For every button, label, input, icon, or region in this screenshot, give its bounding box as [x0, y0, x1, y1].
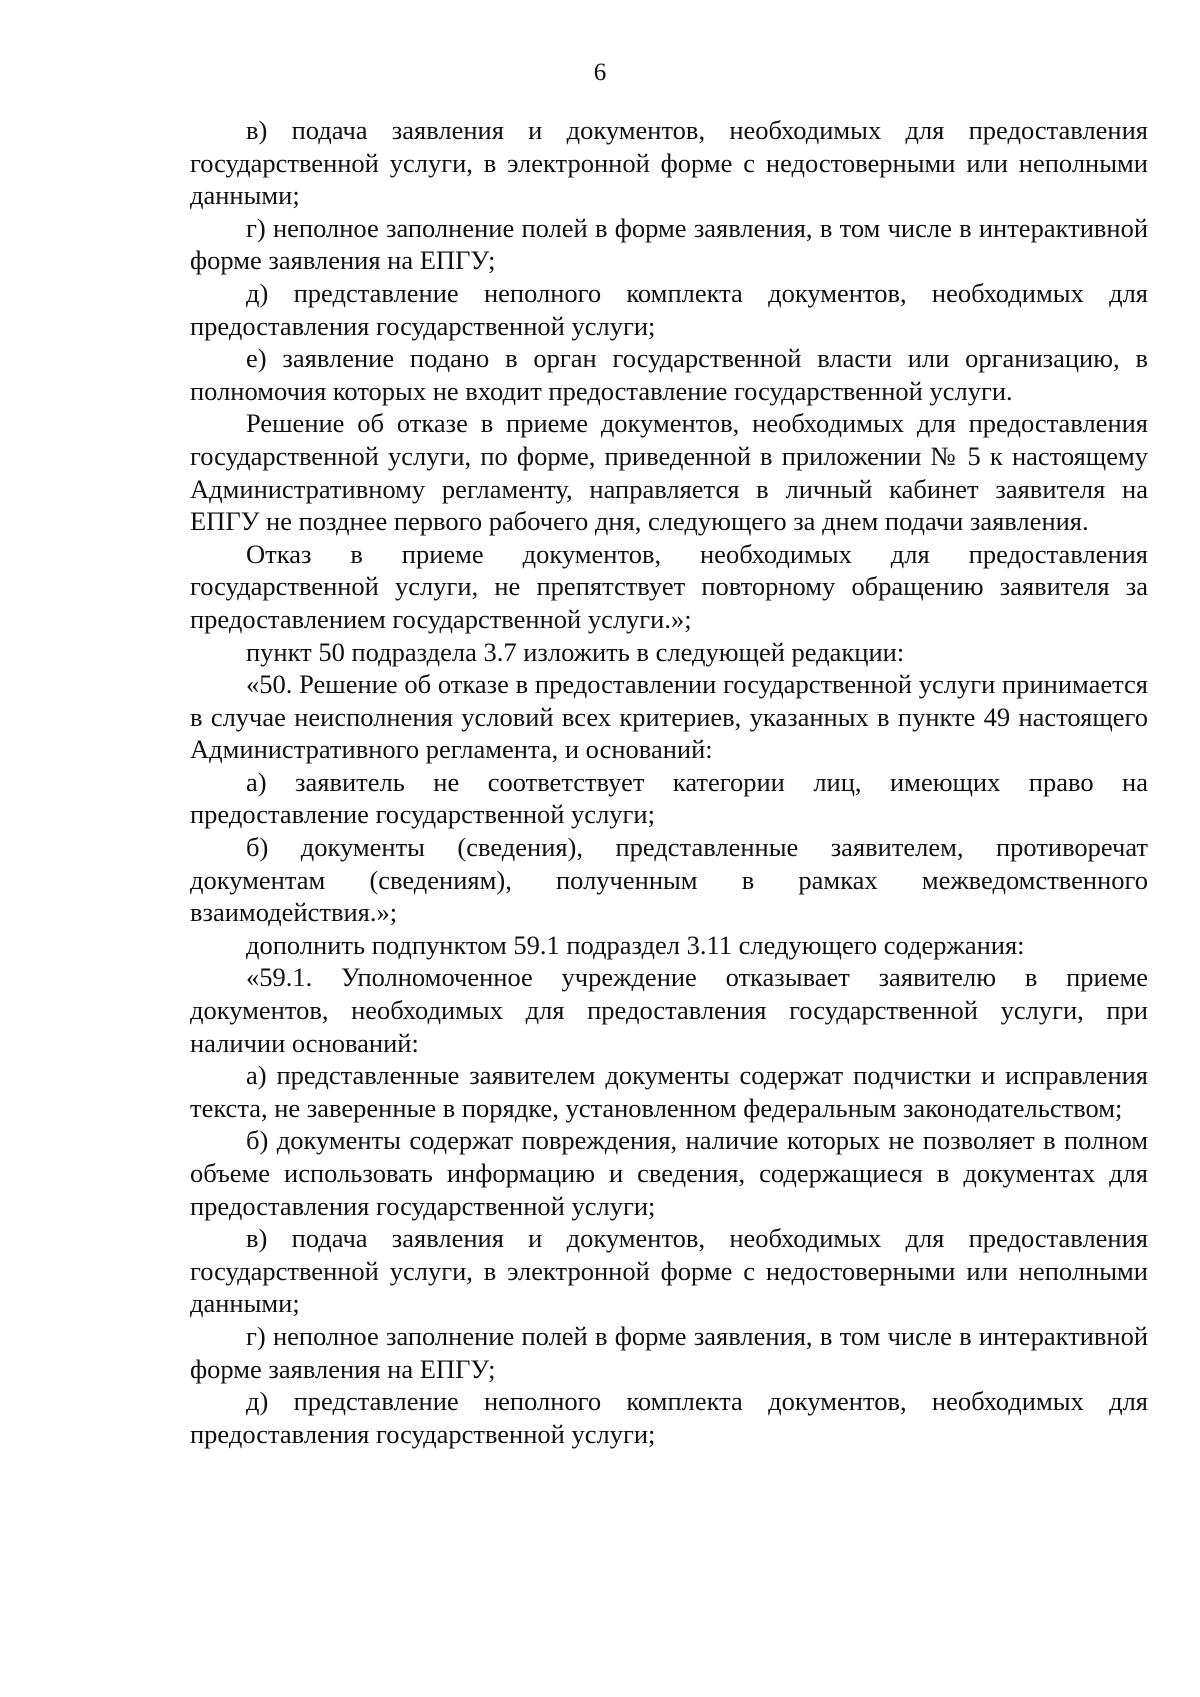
paragraph-59-1-a: а) представленные заявителем документы содержат подчистки и исправления текста, не заверенные в порядке, установленном федеральным законодательством; [190, 1060, 1148, 1123]
paragraph-59-1-v: в) подача заявления и документов, необходимых для предоставления государственной услуги, в электронной форме с недостоверными или неполными данными; [190, 1223, 1148, 1319]
paragraph-50-b: б) документы (сведения), представленные заявителем, противоречат документам (сведениям), полученным в рамках межведомственного взаимодействия.»; [190, 832, 1148, 928]
paragraph-e-wrong-authority: е) заявление подано в орган государственной власти или организацию, в полномочия которых не входит предоставление государственной услуги. [190, 343, 1148, 406]
page-number: 6 [593, 59, 607, 86]
paragraph-g-incomplete-fields: г) неполное заполнение полей в форме заявления, в том числе в интерактивной форме заявления на ЕПГУ; [190, 212, 1148, 276]
paragraph-d-incomplete-documents: д) представление неполного комплекта документов, необходимых для предоставления государственной услуги; [190, 277, 1148, 341]
paragraph-59-1-text: «59.1. Уполномоченное учреждение отказывает заявителю в приеме документов, необходимых для предоставления государственной услуги, при наличии оснований: [190, 962, 1148, 1058]
paragraph-refusal-decision: Решение об отказе в приеме документов, необходимых для предоставления государственной услуги, по форме, приведенной в приложении № 5 к настоящему Административному регламенту, направляется в личный кабинет заявителя на ЕПГУ не позднее первого рабочего дня, следующего за днем подачи заявления. [190, 408, 1148, 537]
paragraph-59-1-d: д) представление неполного комплекта документов, необходимых для предоставления государственной услуги; [190, 1386, 1148, 1449]
paragraph-v-submission: в) подача заявления и документов, необходимых для предоставления государственной услуги, в электронной форме с недостоверными или неполными данными; [190, 115, 1148, 211]
paragraph-50-a: а) заявитель не соответствует категории лиц, имеющих право на предоставление государственной услуги; [190, 766, 1148, 830]
paragraph-point-50-intro: пункт 50 подраздела 3.7 изложить в следующей редакции: [246, 636, 905, 667]
paragraph-59-1-intro: дополнить подпунктом 59.1 подраздел 3.11 следующего содержания: [246, 929, 1025, 960]
paragraph-59-1-b: б) документы содержат повреждения, наличие которых не позволяет в полном объеме использовать информацию и сведения, содержащиеся в документах для предоставления государственной услуги; [190, 1125, 1148, 1221]
paragraph-59-1-g: г) неполное заполнение полей в форме заявления, в том числе в интерактивной форме заявления на ЕПГУ; [190, 1320, 1148, 1384]
document-body [190, 114, 1148, 1450]
paragraph-refusal-no-obstacle: Отказ в приеме документов, необходимых для предоставления государственной услуги, не препятствует повторному обращению заявителя за предоставлением государственной услуги.»; [190, 538, 1148, 634]
paragraph-point-50-text: «50. Решение об отказе в предоставлении государственной услуги принимается в случае неисполнения условий всех критериев, указанных в пункте 49 настоящего Административного регламента, и оснований: [190, 669, 1148, 765]
